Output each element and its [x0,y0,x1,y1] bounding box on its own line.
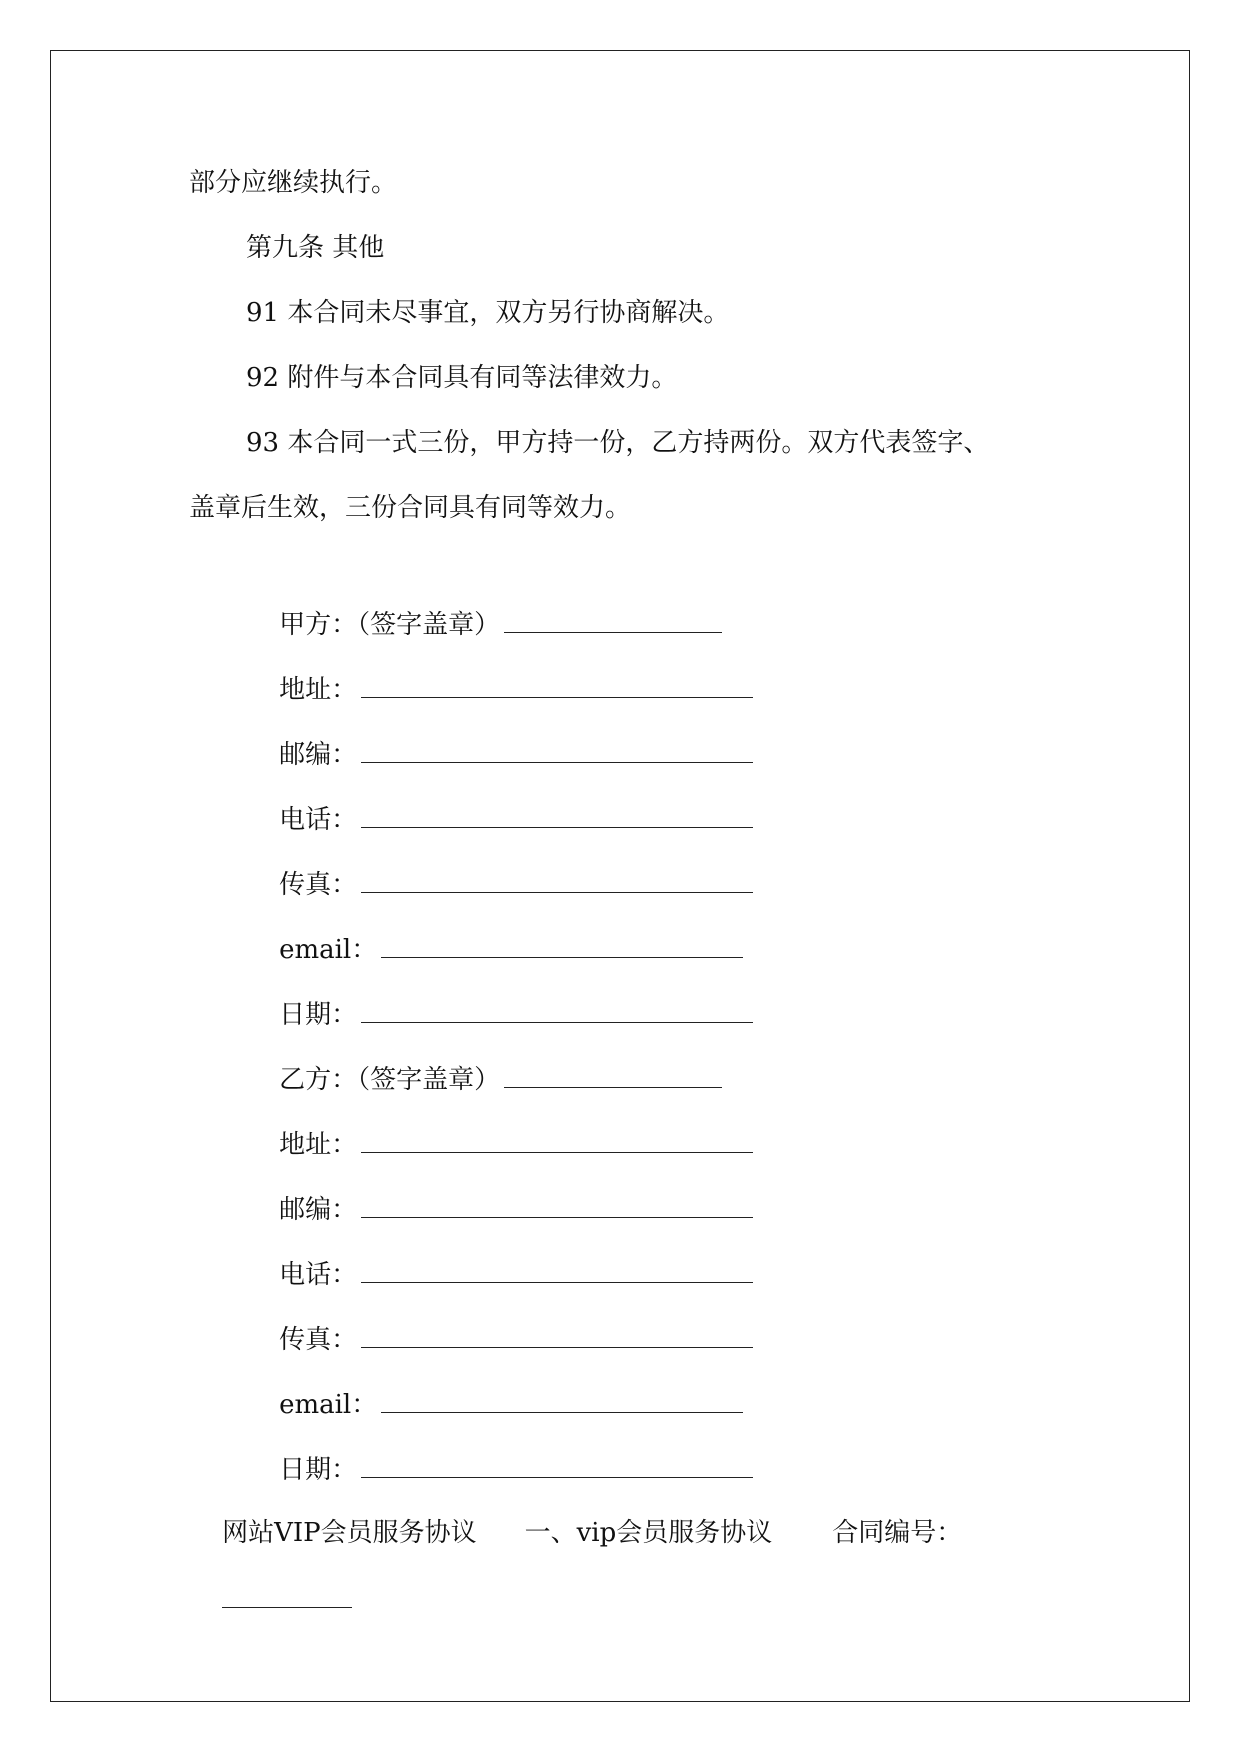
party-a-email-label: email： [279,935,378,965]
clause-92: 92 附件与本合同具有同等法律效力。 [246,363,678,393]
contract-number-blank[interactable] [222,1573,352,1608]
party-b-postcode-blank[interactable] [361,1183,753,1218]
clause-91: 91 本合同未尽事宜，双方另行协商解决。 [246,298,730,328]
party-b-fax-label: 传真： [279,1325,358,1355]
clause-93-line1: 93 本合同一式三份，甲方持一份，乙方持两份。双方代表签字、 [246,428,990,458]
party-a-signature-blank[interactable] [504,598,722,633]
party-b-address-blank[interactable] [361,1118,753,1153]
party-b-postcode-label: 邮编： [279,1195,358,1225]
party-b-signature-blank[interactable] [504,1053,722,1088]
party-a-fax-label: 传真： [279,870,358,900]
party-a-address-blank[interactable] [361,663,753,698]
party-a-signature-row [189,548,1089,640]
party-a-fax-blank[interactable] [361,858,753,893]
party-b-email-label: email： [279,1390,378,1420]
party-b-phone-label: 电话： [279,1260,358,1290]
next-document-title: 网站VIP会员服务协议 [222,1518,477,1548]
party-b-phone-blank[interactable] [361,1248,753,1283]
paragraph-continuation: 部分应继续执行。 [189,168,398,198]
party-b-email-blank[interactable] [381,1378,743,1413]
party-a-phone-label: 电话： [279,805,358,835]
party-b-date-label: 日期： [279,1455,358,1485]
party-b-date-blank[interactable] [361,1443,753,1478]
article-nine-heading: 第九条 其他 [246,233,385,263]
party-a-phone-blank[interactable] [361,793,753,828]
document-body [189,158,1089,1588]
clause-93-line2: 盖章后生效，三份合同具有同等效力。 [189,493,632,523]
contract-number-label: 合同编号： [832,1518,963,1548]
party-a-email-blank[interactable] [381,923,743,958]
party-a-date-blank[interactable] [361,988,753,1023]
party-a-date-label: 日期： [279,1000,358,1030]
party-b-signature-label: 乙方：（签字盖章） [279,1065,501,1095]
party-a-postcode-label: 邮编： [279,740,358,770]
party-b-fax-blank[interactable] [361,1313,753,1348]
party-a-postcode-blank[interactable] [361,728,753,763]
next-document-subtitle: 一、vip会员服务协议 [524,1518,773,1548]
party-b-address-label: 地址： [279,1130,358,1160]
party-a-signature-label: 甲方：（签字盖章） [279,610,501,640]
party-a-address-label: 地址： [279,675,358,705]
